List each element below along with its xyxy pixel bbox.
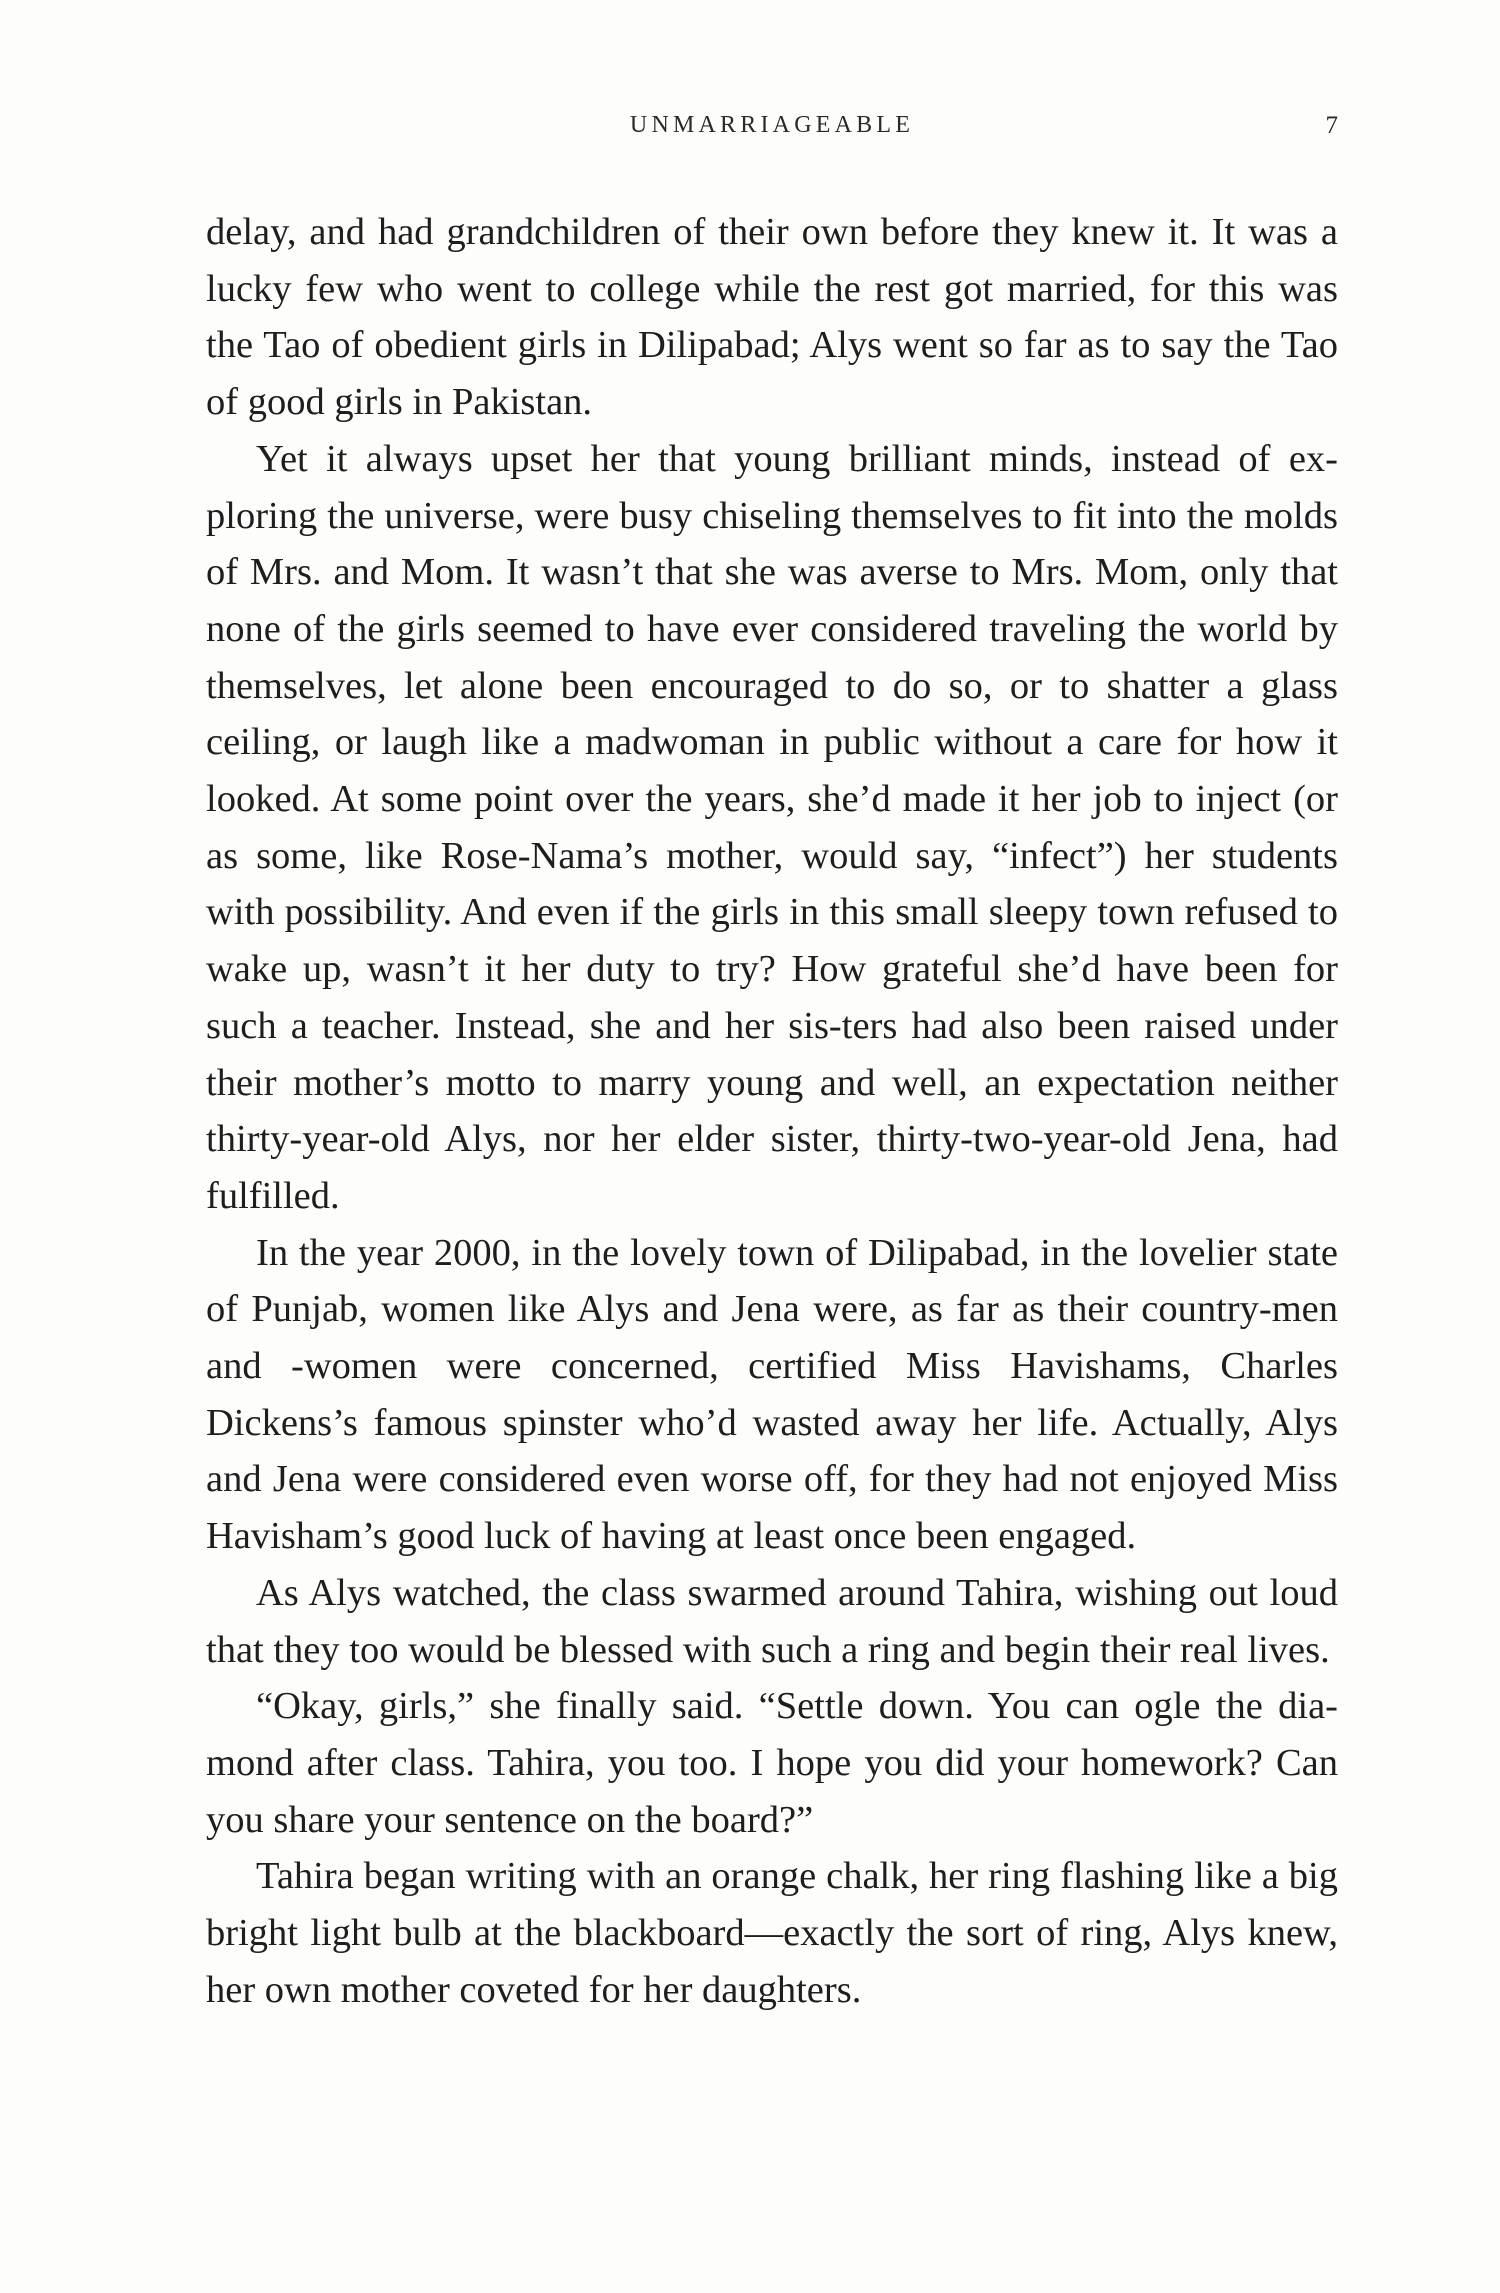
paragraph-6: Tahira began writing with an orange chalk, her ring flashing like a big bright light bulb at the blackboard—exactly the sort of ring, Alys knew, her own mother coveted for her daughters. [206, 1855, 1338, 2011]
body-text [206, 204, 1338, 2019]
paragraph-5: “Okay, girls,” she finally said. “Settle down. You can ogle the dia-mond after class. Tahira, you too. I hope you did your homework? Can you share your sentence on the board?” [206, 1685, 1338, 1841]
running-title: UNMARRIAGEABLE [629, 112, 915, 138]
page-header [206, 112, 1338, 152]
paragraph-1: delay, and had grandchildren of their own before they knew it. It was a lucky few who went to college while the rest got married, for this was the Tao of obedient girls in Dilipabad; Alys went so far as to say the Tao of good girls in Pakistan. [206, 211, 1338, 424]
page-number: 7 [1325, 112, 1338, 139]
paragraph-3: In the year 2000, in the lovely town of Dilipabad, in the lovelier state of Punjab, women like Alys and Jena were, as far as their country-men and -women were concerned, certified Miss Havishams, Charles Dickens’s famous spinster who’d wasted away her life. Actually, Alys and Jena were considered even worse off, for they had not enjoyed Miss Havisham’s good luck of having at least once been engaged. [206, 1231, 1338, 1558]
paragraph-2: Yet it always upset her that young brilliant minds, instead of ex-ploring the universe, were busy chiseling themselves to fit into the molds of Mrs. and Mom. It wasn’t that she was averse to Mrs. Mom, only that none of the girls seemed to have ever considered traveling the world by themselves, let alone been encouraged to do so, or to shatter a glass ceiling, or laugh like a madwoman in public without a care for how it looked. At some point over the years, she’d made it her job to inject (or as some, like Rose-Nama’s mother, would say, “infect”) her students with possibility. And even if the girls in this small sleepy town refused to wake up, wasn’t it her duty to try? How grateful she’d have been for such a teacher. Instead, she and her sis-ters had also been raised under their mother’s motto to marry young and well, an expectation neither thirty-year-old Alys, nor her elder sister, thirty-two-year-old Jena, had fulfilled. [206, 437, 1338, 1217]
paragraph-4: As Alys watched, the class swarmed around Tahira, wishing out loud that they too would be blessed with such a ring and begin their real lives. [206, 1571, 1338, 1671]
